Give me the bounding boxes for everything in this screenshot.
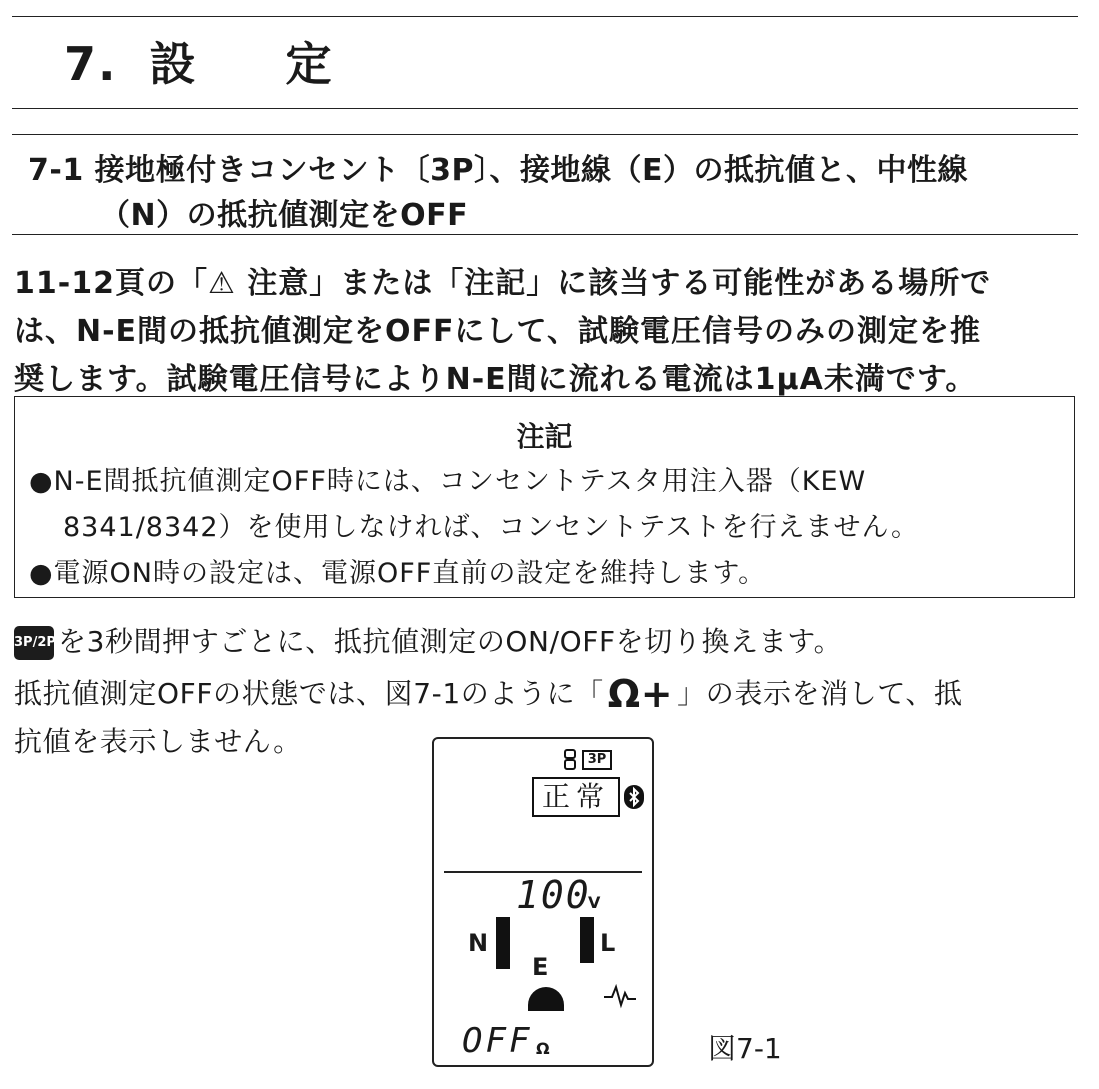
n-bar-indicator [496,917,510,969]
note-title: 注記 [516,420,573,453]
status-box: 正常 [532,777,620,817]
body-line-3: 抗値を表示しません。 [14,725,302,758]
body-line-2-pre: 抵抗値測定OFFの状態では、図7-1のように「 [14,677,604,710]
body-line-2-post: 」の表示を消して、抵 [677,677,963,710]
resistance-readout: OFF [462,1021,533,1061]
3p-2p-key-icon: 3P/2P [14,626,54,660]
section-bottom-rule [12,234,1078,235]
body-line-1 [14,620,842,660]
waveform-icon [602,983,638,1009]
note-box [14,396,1075,598]
note-item-1: ●N-E間抵抗値測定OFF時には、コンセントテスタ用注入器（KEW [29,466,867,497]
figure-caption: 図7-1 [708,1032,782,1065]
ground-indicator [528,987,564,1011]
chapter-word-2: 定 [285,37,334,91]
label-e: E [532,953,549,981]
lcd-display [432,737,654,1067]
body-line-1-text: を3秒間押すごとに、抵抗値測定のON/OFFを切り換えます。 [58,625,843,658]
label-n: N [468,929,489,957]
section-top-rule [12,134,1078,135]
intro-line-2: は、N-E間の抵抗値測定をOFFにして、試験電圧信号のみの測定を推 [14,314,981,349]
resistance-unit: Ω [536,1039,550,1058]
chapter-number: 7. [64,37,118,91]
section-heading-line-2: （N）の抵抗値測定をOFF [100,198,469,233]
voltage-unit: V [588,893,601,912]
voltage-readout: 100 [516,873,591,917]
note-item-2: ●電源ON時の設定は、電源OFF直前の設定を維持します。 [29,558,767,589]
plug-icon [562,749,578,771]
chapter-rule [12,108,1078,109]
intro-line-3: 奨します。試験電圧信号によりN-E間に流れる電流は1μA未満です。 [14,362,977,397]
top-rule [12,16,1078,17]
chapter-title [64,28,334,94]
intro-line-1: 11-12頁の「⚠ 注意」または「注記」に該当する可能性がある場所で [14,266,992,301]
note-item-1-cont: 8341/8342）を使用しなければ、コンセントテストを行えません。 [63,512,920,543]
bluetooth-icon [624,785,644,809]
chapter-word-1: 設 [149,37,198,91]
l-bar-indicator [580,917,594,963]
omega-plus-symbol: Ω+ [607,672,674,716]
section-heading-line-1: 7-1 接地極付きコンセント〔3P〕、接地線（E）の抵抗値と、中性線 [28,153,968,188]
label-l: L [600,929,616,957]
body-line-2 [14,672,963,716]
3p-badge: 3P [582,750,612,770]
